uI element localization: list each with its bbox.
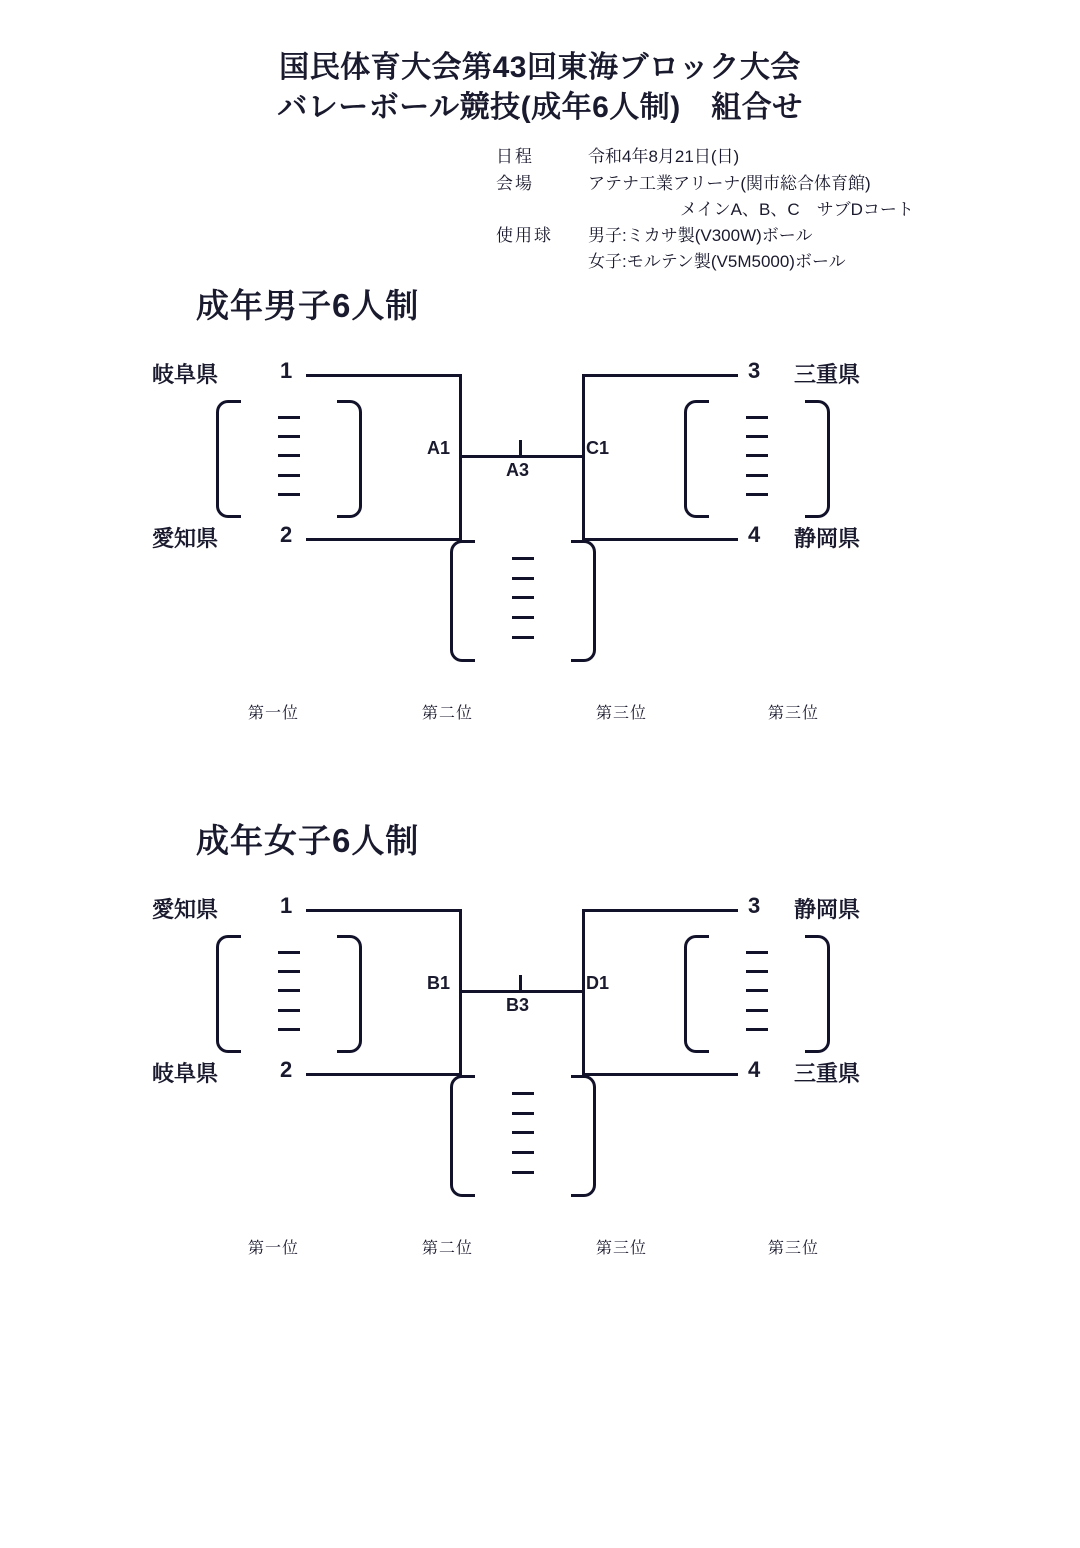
scorebox-men-right (684, 400, 830, 512)
seed-women-bottom-right: 4 (748, 1057, 761, 1082)
info-row-schedule (496, 144, 914, 170)
rank-men-3: 第三位 (596, 705, 648, 722)
rank-men-1: 第一位 (248, 705, 300, 722)
title-line-1: 国民体育大会第43回東海ブロック大会 (279, 51, 801, 84)
rank-women-3: 第三位 (596, 1240, 648, 1257)
team-men-top-left: 岐阜県 (152, 362, 219, 387)
score-blanks (684, 400, 830, 512)
seed-women-top-left: 1 (280, 893, 293, 918)
ball-label: 使用球 (496, 225, 553, 245)
venue-value: アテナ工業アリーナ(関市総合体育館) (588, 173, 871, 193)
rank-men-2: 第二位 (422, 705, 474, 722)
court-women-left: B1 (427, 973, 451, 993)
line-women-bottom-right (582, 1073, 738, 1076)
team-women-bottom-right: 三重県 (794, 1061, 861, 1086)
seed-men-bottom-left: 2 (280, 522, 293, 547)
rank-women-2: 第二位 (422, 1240, 474, 1257)
line-men-top-left (306, 374, 462, 377)
line-women-top-left (306, 909, 462, 912)
ball-women-value: 女子:モルテン製(V5M5000)ボール (588, 252, 846, 271)
ball-men-value: 男子:ミカサ製(V300W)ボール (588, 225, 813, 245)
team-women-top-left: 愛知県 (152, 897, 219, 922)
scorebox-women-left (216, 935, 362, 1047)
score-blanks (450, 540, 596, 656)
rank-women-4: 第三位 (768, 1240, 820, 1257)
scorebox-women-right (684, 935, 830, 1047)
score-blanks (450, 1075, 596, 1191)
page-title (0, 48, 1080, 127)
team-men-bottom-left: 愛知県 (152, 526, 219, 551)
line-men-bottom-left (306, 538, 462, 541)
section-title-men: 成年男子6人制 (196, 287, 420, 324)
info-row-venue (496, 171, 914, 197)
rank-men-4: 第三位 (768, 705, 820, 722)
scorebox-women-center (450, 1075, 596, 1191)
line-women-center (459, 990, 585, 993)
line-men-center (459, 455, 585, 458)
line-men-bottom-right (582, 538, 738, 541)
score-blanks (684, 935, 830, 1047)
team-women-bottom-left: 岐阜県 (152, 1061, 219, 1086)
rank-women-1: 第一位 (248, 1240, 300, 1257)
scorebox-men-center (450, 540, 596, 656)
seed-men-bottom-right: 4 (748, 522, 761, 547)
bracket-men (0, 352, 1080, 752)
line-men-top-right (582, 374, 738, 377)
schedule-label: 日程 (496, 147, 534, 166)
bracket-women (0, 887, 1080, 1287)
line-women-top-right (582, 909, 738, 912)
team-women-top-right: 静岡県 (794, 897, 861, 922)
info-row-ball (496, 223, 914, 249)
scorebox-men-left (216, 400, 362, 512)
event-info (496, 144, 914, 275)
seed-women-top-right: 3 (748, 893, 761, 918)
seed-men-top-left: 1 (280, 358, 293, 383)
title-line-2: バレーボール競技(成年6人制) 組合せ (277, 90, 803, 124)
court-women-right: D1 (586, 973, 610, 993)
seed-men-top-right: 3 (748, 358, 761, 383)
tick-men-center (519, 440, 522, 456)
section-title-women: 成年女子6人制 (196, 822, 420, 859)
tick-women-center (519, 975, 522, 991)
court-men-left: A1 (427, 438, 451, 458)
team-men-top-right: 三重県 (794, 362, 861, 387)
score-blanks (216, 400, 362, 512)
seed-women-bottom-left: 2 (280, 1057, 293, 1082)
venue-courts: メインA、B、C サブDコート (680, 200, 914, 219)
score-blanks (216, 935, 362, 1047)
court-men-right: C1 (586, 438, 610, 458)
schedule-value: 令和4年8月21日(日) (588, 147, 740, 166)
court-men-center: A3 (506, 460, 530, 480)
court-women-center: B3 (506, 995, 530, 1015)
line-women-bottom-left (306, 1073, 462, 1076)
team-men-bottom-right: 静岡県 (794, 526, 861, 551)
venue-label: 会場 (496, 173, 534, 193)
